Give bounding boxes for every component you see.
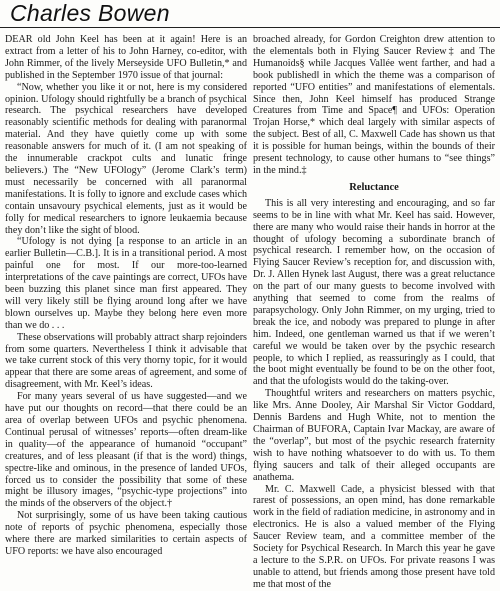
quoted-paragraph-2: “Ufology is not dying [a response to an article in an earlier Bulletin—C.B.]. It is in a transitional period. A most painful one for most. If our more-too-learned interpretations of the cave paintings are correct, UFOs have been buzzing this planet since man first appeared. They will very likely still be flying around long after we have blown ourselves up. Maybe they belong here even more than we do . . . <box>5 236 247 331</box>
header-rule <box>0 27 500 28</box>
left-column <box>5 34 247 557</box>
body-paragraph: These observations will probably attract sharp rejoinders from some quarters. Nevertheless I think it advisable that we take current stock of this very thorny topic, for it would appear that there are some areas of agreement, and some of disagreement, with Mr. Keel’s ideas. <box>5 331 247 391</box>
body-paragraph: Mr. C. Maxwell Cade, a physicist blessed with that rarest of possessions, an open mind, has done remarkable work in the field of radiation medicine, in astronomy and in electronics. He is also a valued member of the Flying Saucer Review team, and a committee member of the Society for Psychical Research. In March this year he gave a lecture to the S.P.R. on UFOs. For private reasons I was unable to attend, but friends among those present have told me that most of the <box>253 483 495 590</box>
section-heading: Reluctance <box>349 181 399 193</box>
body-paragraph: For many years several of us have suggested—and we have put our thoughts on record—that there could be an area of overlap between UFOs and psychic phenomena. Continual perusal of witnesses’ reports—often dream-like in quality—of the appearance of humanoid “occupant” creatures, and of less pleasant (if that is the word) things, spectre-like and ominous, in the presence of landed UFOs, forced us to consider the possibility that some of these might be illusory images, “psychic-type projections” into the minds of the observers of the object.† <box>5 391 247 510</box>
opening-paragraph: DEAR old John Keel has been at it again! Here is an extract from a letter of his to John Harney, co-editor, with John Rimmer, of the lively Merseyside UFO Bulletin,* and published in the September 1970 issue of that journal: <box>5 34 247 81</box>
author-name: Charles Bowen <box>10 0 170 26</box>
body-paragraph: Thoughtful writers and researchers on matters psychic, like Mrs. Anne Dooley, Air Marshal Sir Victor Goddard, Dennis Bardens and Hugh White, not to mention the Chairman of BUFORA, Captain Ivar Mackay, are aware of the “overlap”, but most of the psychic research fraternity wish to have nothing whatsoever to do with us. To them flying saucers and talk of their alleged occupants are anathema. <box>253 388 495 483</box>
body-paragraph: Not surprisingly, some of us have been taking cautious note of reports of psychic phenomena, especially those where there are marked similarities to certain aspects of UFO reports: we have also encouraged <box>5 510 247 557</box>
quoted-paragraph-1: “Now, whether you like it or not, here is my considered opinion. Ufology should rightfully be a branch of psychical research. The psychical researchers have developed reasonably scientific methods for dealing with paranormal material. And they have quietly come up with some reasonable answers for much of it. (I am not speaking of the innumerable crackpot cults and lunatic fringe believers.) The “New UFOlogy” (Jerome Clark’s term) must necessarily be concerned with all paranormal manifestations. It is folly to ignore and exclude cases which contain unsavoury psychical elements, just as it would be folly for medical researchers to ignore leukaemia because they don’t like the sight of blood. <box>5 81 247 236</box>
right-column <box>253 34 495 590</box>
continued-paragraph: broached already, for Gordon Creighton drew attention to the elementals both in Flying Saucer Review‡ and The Humanoids§ while Jacques Vallée went farther, and had a book published‖ in which the theme was a comparison of reported “UFO entities” and manifestations of elementals. Since then, John Keel himself has produced Strange Creatures from Time and Space¶ and UFOs: Operation Trojan Horse,* which deal largely with similar aspects of the subject. Best of all, C. Maxwell Cade has shown us that it is possible for human beings, within the bounds of their present technology, to cause other humans to “see things” in the mind.‡ <box>253 34 495 176</box>
article-header <box>0 0 500 28</box>
body-paragraph: This is all very interesting and encouraging, and so far seems to be in line with what Mr. Keel has said. However, there are many who would raise their hands in horror at the thought of ufology becoming a subordinate branch of psychical research. I remember how, on the occasion of Flying Saucer Review’s reception for, and discussion with, Dr. J. Allen Hynek last August, there was a great reluctance on the part of our many guests to become involved with anything that seemed to come from the realms of parapsychology. Only John Rimmer, on my urging, tried to break the ice, and nobody was prepared to plunge in after him. Indeed, one gentleman warned us that if we weren’t careful we would be taken over by the psychic research people, to which I replied, as reassuringly as I could, that the boot might eventually be found to be on the other foot, and that the ufologists would do the taking-over. <box>253 197 495 388</box>
